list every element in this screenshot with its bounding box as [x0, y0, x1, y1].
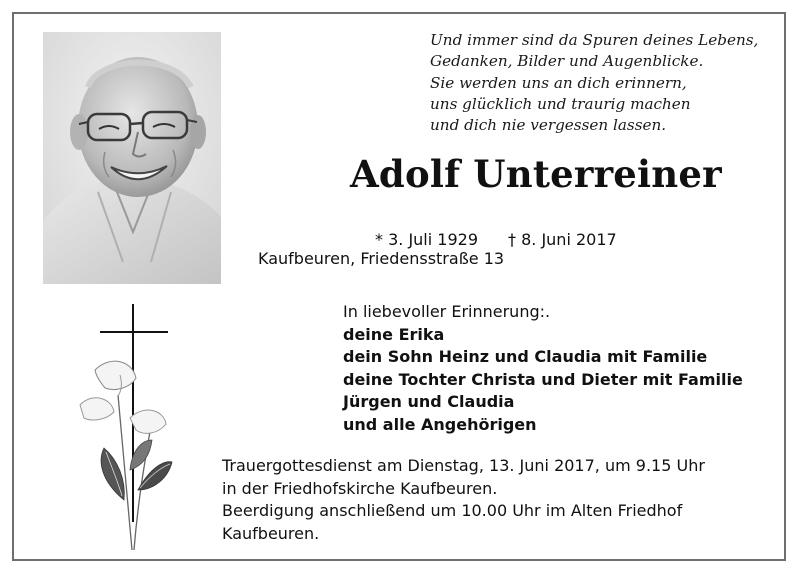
mourner-line: deine Tochter Christa und Dieter mit Familie — [343, 369, 743, 389]
address: Kaufbeuren, Friedensstraße 13 — [258, 249, 505, 268]
mourner-line: deine Erika — [343, 324, 445, 344]
life-dates — [375, 230, 617, 249]
mourner-line: dein Sohn Heinz und Claudia mit Familie — [343, 347, 708, 366]
quote-line: Und immer sind da Spuren deines Lebens, — [430, 31, 759, 49]
mourner-line: und alle Angehörigen — [343, 414, 537, 434]
death-date: † 8. Juni 2017 — [508, 230, 617, 249]
quote-line: Sie werden uns an dich erinnern, — [430, 73, 687, 92]
quote-line: Gedanken, Bilder und Augenblicke. — [430, 52, 704, 71]
service-line: Kaufbeuren. — [222, 523, 320, 543]
quote-line: und dich nie vergessen lassen. — [430, 116, 667, 135]
cross-lily-ornament — [60, 300, 180, 550]
service-line: Beerdigung anschließend um 10.00 Uhr im Alten Friedhof — [222, 501, 683, 520]
birth-date: * 3. Juli 1929 — [375, 230, 478, 249]
memorial-quote — [430, 30, 758, 136]
portrait-photo — [43, 32, 221, 284]
quote-line: uns glücklich und traurig machen — [430, 94, 691, 113]
service-line: Trauergottesdienst am Dienstag, 13. Juni 2017, um 9.15 Uhr — [222, 456, 705, 475]
mourner-line: Jürgen und Claudia — [343, 392, 515, 411]
mourners-list — [343, 301, 743, 436]
mourners-intro: In liebevoller Erinnerung:. — [343, 302, 551, 321]
funeral-service-info — [222, 455, 705, 545]
service-line: in der Friedhofskirche Kaufbeuren. — [222, 478, 498, 498]
deceased-name: Adolf Unterreiner — [350, 152, 722, 196]
